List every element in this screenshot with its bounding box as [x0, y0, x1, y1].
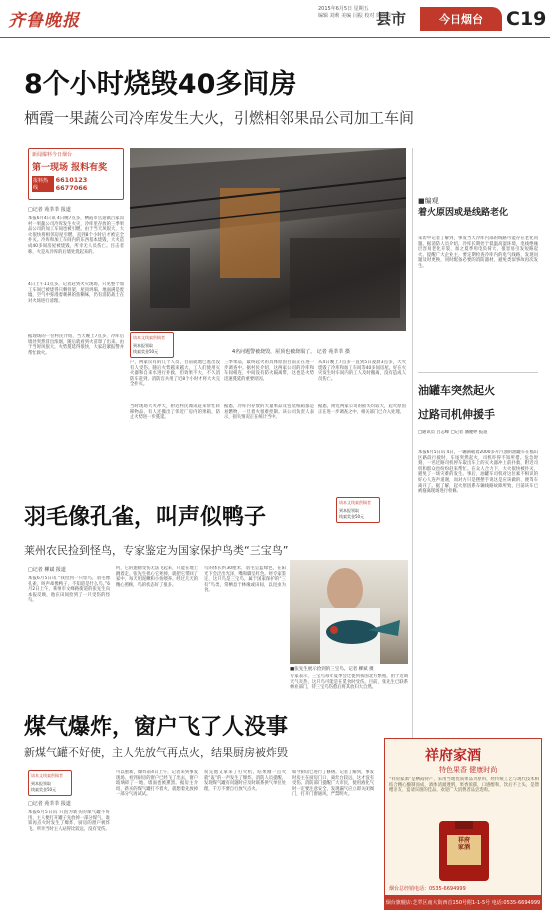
section-name: 县市: [376, 10, 407, 28]
tip3-line1: 请本文线索供稿者: [31, 773, 63, 778]
tip-line2: 到本报领取: [133, 343, 153, 348]
hotline-line2: 第一现场 报料有奖: [32, 163, 108, 173]
article1-col1: 本报6月4日讯 4日晚7点多，栖霞市官道镇吕家沟村一果蔬公司冷库发生火灾，冷库里存放的三季果品公司的加工车间也被引燃。由于当天风很大，大火很快将相邻房屋引燃，直到8个小时后才被完全扑灭。冷库和加工车间内的东西基本烧毁，大火造成40多间房屋被烧毁，所幸无人员伤亡。目击者称，火是从冷库的后墙处烧起来的。: [28, 216, 124, 255]
article1-subtitle: 栖霞一果蔬公司冷库发生大火，引燃相邻果品公司加工车间: [24, 109, 415, 127]
section-tag: 今日烟台: [420, 7, 502, 31]
article3-col4: 如今厨房已进行了修缮。记者了解到，事发时房主在厨房门口，离灶台较远，这才没有受伤。消防部门提醒广大市民，使用液化气时一定要注意安全，发现漏气应立即关闭阀门，打开门窗通风，严禁明火。: [292, 770, 374, 798]
article3-title: 煤气爆炸，窗户飞了人没事: [24, 715, 289, 740]
date-line: 2015年6月5日 星期五: [318, 6, 369, 12]
article2-title: 羽毛像孔雀，叫声似鸭子: [24, 505, 267, 530]
tip3-line2: 到本报领取: [31, 781, 51, 786]
page-header: [0, 0, 550, 38]
bottle-label-line2: 家酒: [457, 844, 470, 851]
tip-badge: [130, 332, 174, 358]
newspaper-logo: 齐鲁晚报: [8, 11, 80, 31]
bird-photo-graphic: [290, 560, 408, 664]
article2-col2: 何，它的翅膀受伤无法飞起来，只能在地上跳着走。张先生担心它死掉，就把它带回了家中，每天用泥鳅和小鱼喂养。经过几天的精心照顾，鸟的状态好了很多。: [116, 566, 198, 588]
ad-hotline: 烟台总经销电话：0535-6694999: [389, 886, 466, 892]
fire-photo-caption: 4名问题警被烧毁，屋顶也被烧塌了。 记者 苑莘莘 摄: [232, 349, 350, 355]
article1-col2: 户，两家仅有的几个人员，目前就地已逃出没有人受伤。随后火势越来越大，工人们使用灭火器和自来水进行扑救，但效果不大，不久消防车赶到，消防官兵用了近8个小时才将大火完全扑灭。: [130, 360, 220, 388]
article3-subtitle: 新煤气罐不好使，主人先放气再点火，结果厨房被炸毁: [24, 746, 288, 759]
ad-address: 烟台旗舰店:芝罘区南大街西首150号附1-1-5号 电话:0535-6694999: [385, 895, 541, 909]
bird-photo: [290, 560, 408, 664]
truck-text: 本报6月5日讯 4日，一辆满载着2000多升汽油的油罐车在福山区路段行驶时，车尾突然起火，司机吓得不知所措。危急时刻，一名过路司机停车取出车上的灭火器冲上前扑救，附近司机和群众也纷纷赶来帮忙。在众人合力下，大火很快被扑灭，避免了一场灾难的发生。事后，油罐车司机对这位素不相识的好心人连声道谢，而对方只是摆摆手说这是应该做的，便驾车离开了。据了解，起火原因系车辆线路故障所致，目前该车已被拖离现场进行检修。: [418, 450, 538, 495]
bird-photo-caption: ■张先生展示捡到的三宝鸟。记者 柳斌 摄: [290, 667, 374, 672]
tip-badge-2: [336, 497, 380, 523]
bottle-graphic: [385, 821, 543, 881]
truck-title: 过路司机伸援手: [418, 408, 495, 421]
tip2-line3: 线索奖金50元: [339, 514, 365, 519]
ad-slogan: 特色果香 健康时尚: [439, 766, 498, 774]
article1-col3: 三季果品，最终起火的具体原因目前正在进一步调查中。据村民介绍，这两家公司的冷库和车间相连，中间没有防火隔离带，这也是火势迅速蔓延的重要原因。: [224, 360, 314, 382]
truck-byline: □通讯员 吕志峰 □记者 潘娅婷 报道: [418, 430, 488, 435]
article1-byline: □记者 苑莘莘 报道: [28, 207, 71, 213]
hotline-badge: [28, 148, 124, 200]
article1-col4b: 据悉，附近两家公司的损失均较大，起火原因正在进一步调查之中，相关部门已介入处理。: [318, 404, 406, 415]
bottle-label: [455, 837, 473, 851]
article2-subtitle: 莱州农民捡到怪鸟，专家鉴定为国家保护鸟类“三宝鸟”: [24, 544, 289, 557]
hotline-number: 6610123 6677066: [55, 176, 88, 192]
truck-headline: 油罐车突然起火: [418, 384, 495, 397]
editor-line: 编辑 刘莉 美编 闫振 校对 徐晓霞: [318, 13, 391, 19]
article1-title: 8个小时烧毁40多间房: [24, 69, 297, 100]
comment-text: 采访中记者了解到，事发当天冷库内部的线路可能存在老化问题。据消防人员介绍，冷库长期处于低温高湿环境，电线绝缘层容易老化开裂，加之夏季用电负荷大，很容易引发短路起火。提醒广大企业主，要定期检查冷库内的电气线路，发现问题及时更换，同时配备必要的消防器材，避免类似事故再次发生。: [418, 236, 538, 269]
tip2-line1: 请本文线索供稿者: [339, 500, 371, 505]
liquor-ad: [384, 738, 542, 910]
article2-col4: 专家表示，三宝鸟每年夏季会迁徙到我国北方繁殖，由于近期天气炎热，这只鸟可能是在觅食时受伤。目前，张先生已联系林业部门，待三宝鸟伤愈后将其放归大自然。: [290, 674, 408, 691]
ad-body: “祥府家酒”是栖霞特产，采用当地优质果品为原料，经传统工艺与现代技术相结合精心酿制而成，酒体清澈透明，果香浓郁，口感醇和，饮后不上头，是馈赠亲友、宴请宾朋的佳品。欢迎广大消费者品尝选购。: [389, 777, 539, 794]
comment-title: 着火原因或是线路老化: [418, 208, 509, 218]
article1-col3b: 据悉，冷库内存放的大量果品及包装纸箱都是易燃物，一旦着火很难控制。该公司负责人表示，损失情况正在统计当中。: [224, 404, 314, 421]
article3-col2: 可以重新，爆炸前4日上午，记者来到事发现场，看到厨房的窗户已经飞了出去，窗户玻璃碎了一地，墙面也被熏黑。据房主介绍，新买的煤气罐打不着火，就想着先放掉一部分气再试试。: [116, 770, 198, 798]
bottle-label-line1: 祥府: [457, 837, 470, 844]
article1-col1c: 据现场的一位村民介绍，当天晚上7点多，冷库后墙处突然冒出浓烟，随后就看到火苗窜了出来。由于当时风很大，火势蔓延得很快，大家赶紧报警并帮忙救火。: [28, 334, 124, 356]
hotline-line1: 新闻爆料今日烟台: [32, 152, 73, 158]
article3-byline: □记者 苑莘莘 报道: [28, 801, 71, 807]
article1-col1b: 4日上午11点多，记者赶到火灾现场，只见整个加工车间已被烧得只剩骨架，屋顶坍塌，地面满是废墟，空气中弥漫着刺鼻的焦糊味，仍有消防战士在对火场进行清理。: [28, 282, 124, 304]
article2-col1: 本报6月5日讯 “我捡到一只怪鸟，羽毛像孔雀，叫声却像鸭子，不知道是什么鸟。”6月2日上午，莱州市文峰路街道的张先生向本报反映，他在田间捡到了一只受伤的怪鸟。: [28, 576, 110, 604]
tip3-line3: 线索奖金50元: [31, 787, 57, 792]
date-info: [318, 6, 428, 20]
article1-col4: 从4日晚上7点多一直到5日凌晨3点多，大火烧毁了冷库和加工车间等40多间房屋。好在火灾发生时车间内的工人及时撤离，没有造成人员伤亡。: [318, 360, 406, 382]
article2-col3: 鸟的体长约30厘米，羽毛呈蓝绿色，在阳光下会泛出光泽，嘴和脚呈红色。经专家鉴定，这只鸟是三宝鸟，属于国家保护的“三有”鸟类，常栖息于林缘或田间，以昆虫为食。: [204, 566, 286, 594]
tip-badge-3: [28, 770, 72, 796]
comment-tag: ■编观: [418, 197, 439, 205]
tip-line1: 请本文线索供稿者: [133, 335, 165, 340]
fire-photo-graphic: [130, 148, 406, 331]
fire-scene-photo: [130, 148, 406, 331]
tip2-line2: 到本报领取: [339, 508, 359, 513]
article1-col2b: 当时现场大火冲天，附近村民闻讯赶来帮忙转移物品，有人还搬出了邻近厂房内的果箱，防止火势进一步蔓延。: [130, 404, 220, 421]
ad-brand: 祥府家酒: [425, 748, 481, 764]
article3-col1: 本报6月5日讯 只因为新买的煤气罐不好用，主人便打开罐子先放掉一部分煤气，谁知再点火时发生了爆炸，厨房的窗户被炸飞。所幸当时主人站得比较远，没有受伤。: [28, 810, 110, 832]
tip-line3: 线索奖金50元: [133, 349, 159, 354]
article2-byline: □记者 柳斌 报道: [28, 567, 66, 573]
hotline-label: 报料热线: [32, 176, 54, 192]
page-number: C19: [506, 8, 547, 30]
sidebar-rule: [418, 372, 538, 373]
article3-col3: 说完他又拿来了打火机，结果刚一点火就“轰”的一声发生了爆炸。消防人员提醒，发现煤气罐有问题时应及时联系供气单位处理，千万不要自行放气点火。: [204, 770, 286, 792]
